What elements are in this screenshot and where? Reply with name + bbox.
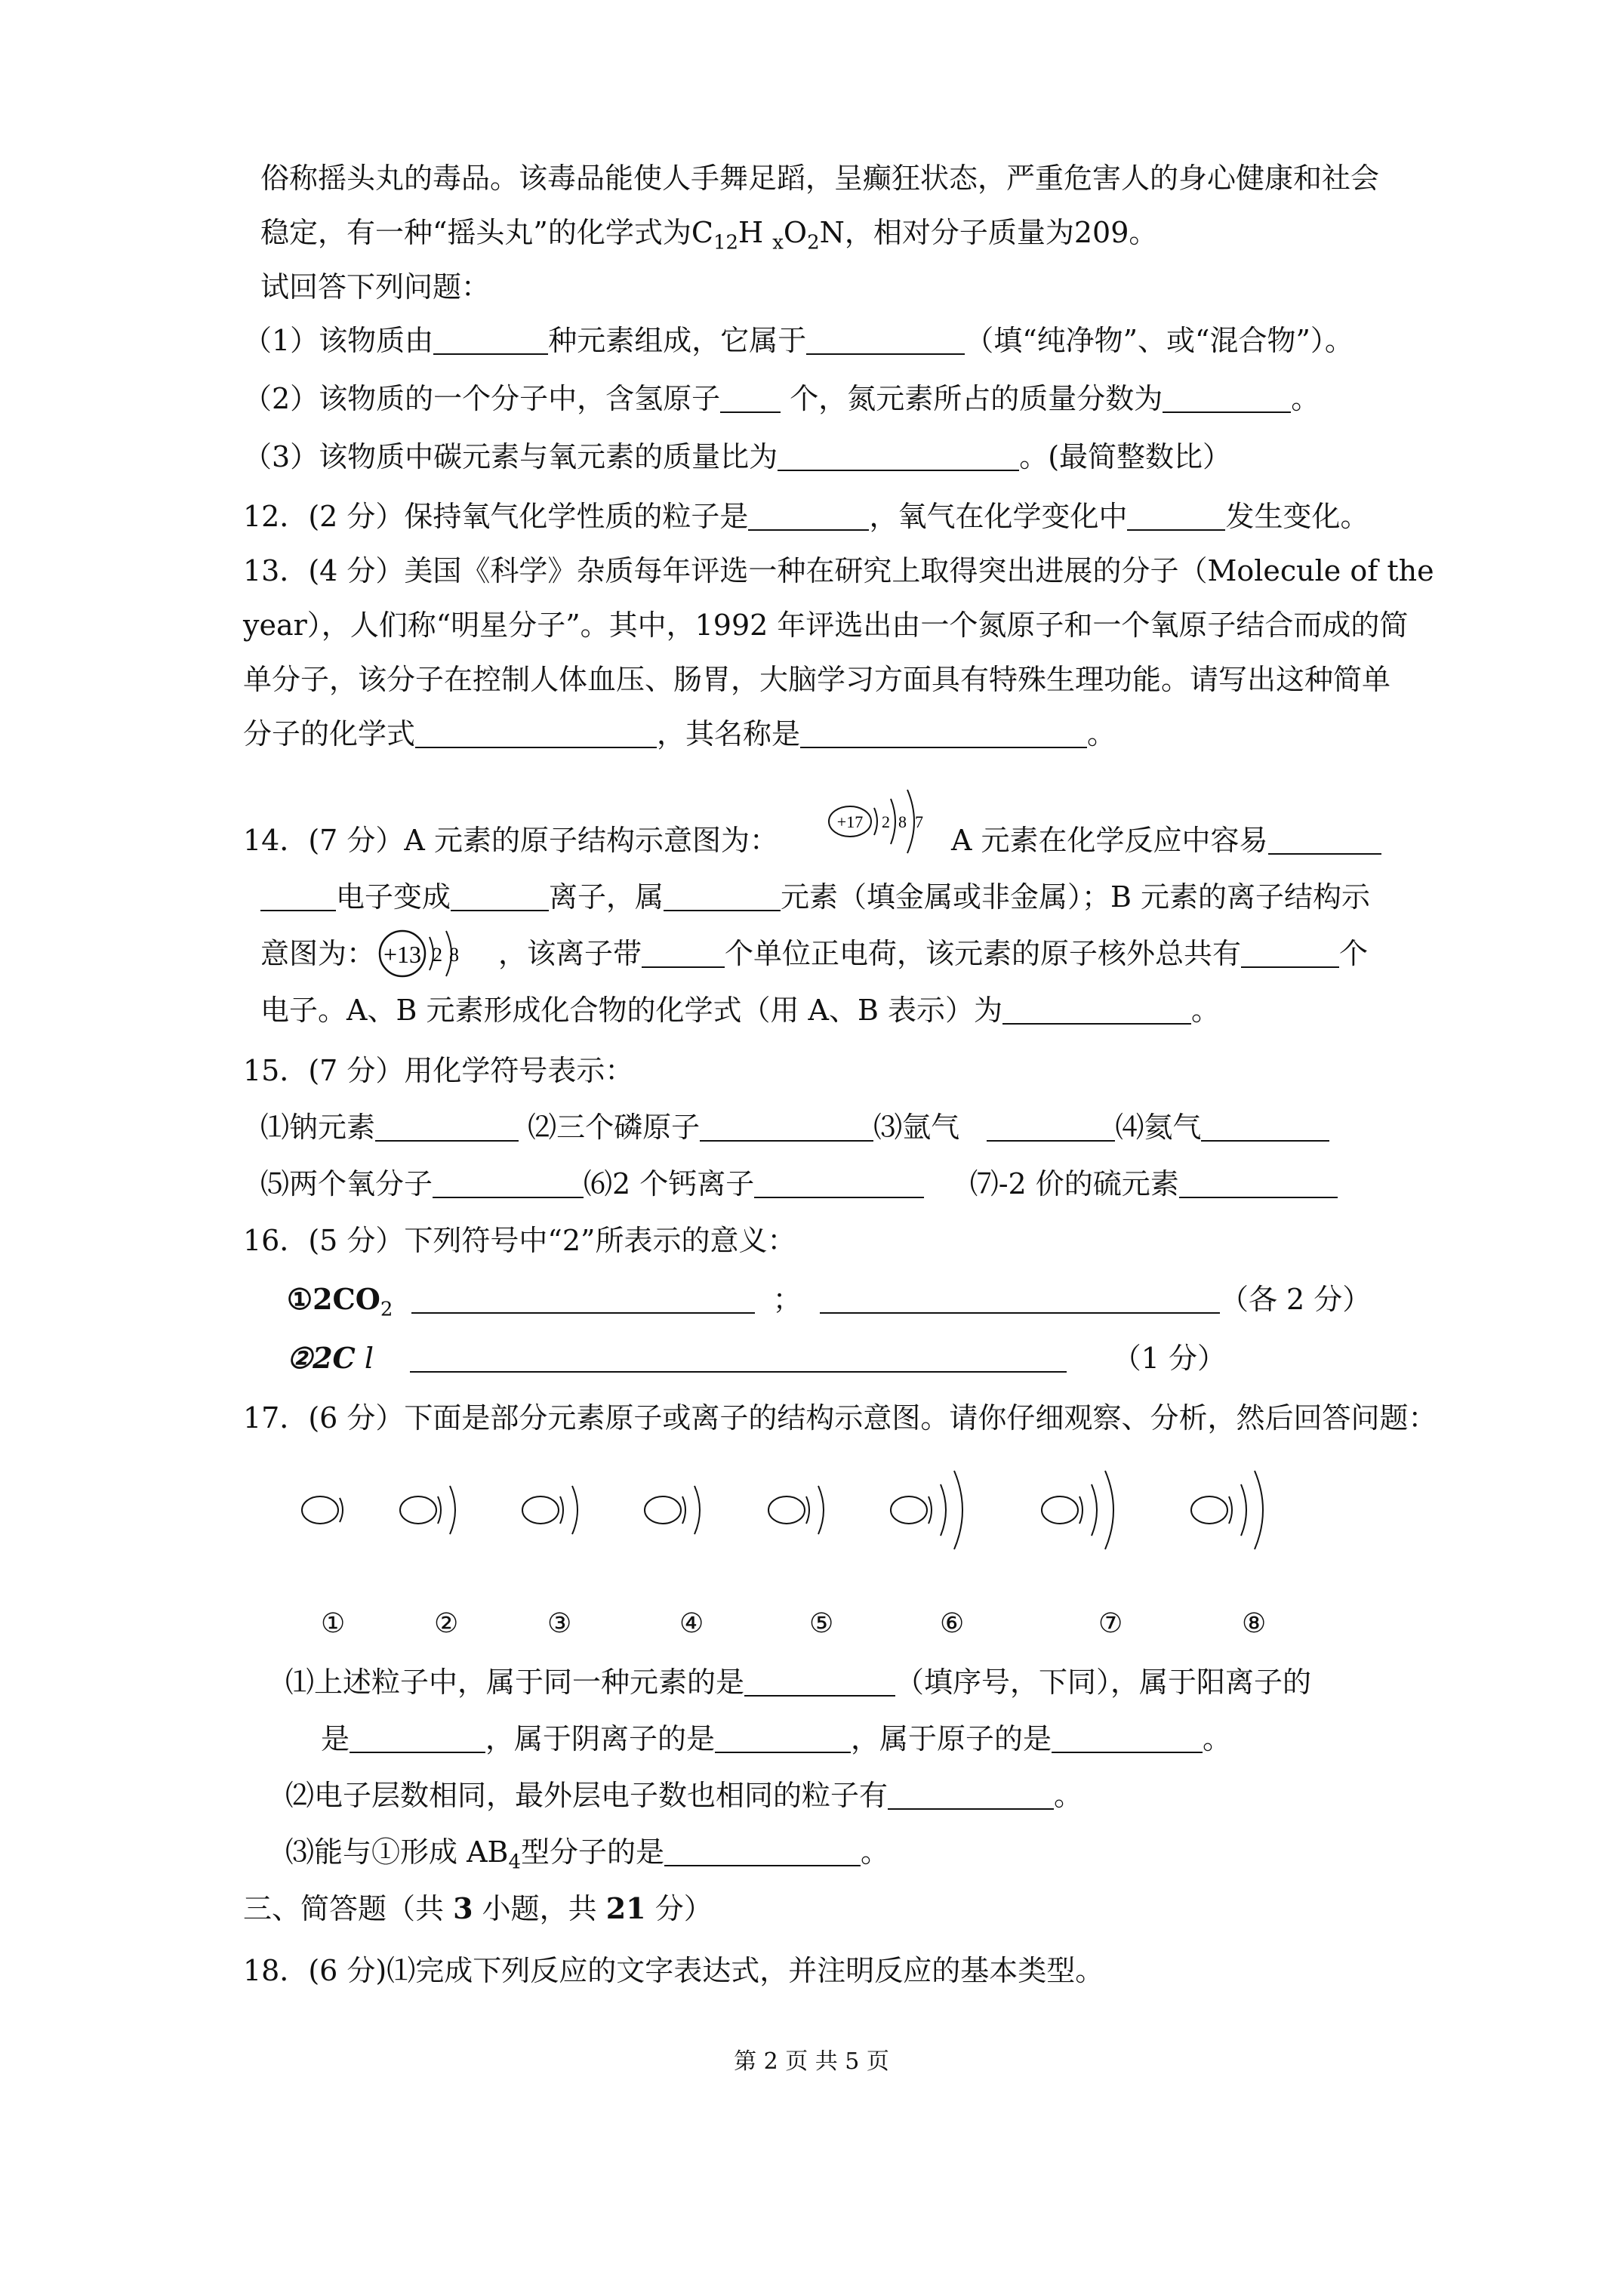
answer-blank[interactable] (744, 1665, 895, 1697)
atom-a-shell-arc (874, 808, 877, 835)
q16-title: 16．(5 分）下列符号中“2”所表示的意义： (243, 1224, 796, 1257)
section-3-text-a: 三、简答题（共 (243, 1892, 454, 1925)
answer-blank[interactable] (664, 880, 781, 911)
answer-blank[interactable] (806, 323, 965, 355)
answer-blank[interactable] (350, 1721, 485, 1753)
answer-blank[interactable] (715, 1721, 851, 1753)
answer-blank[interactable] (415, 717, 657, 748)
q17-text-1e: ，属于原子的是 (851, 1722, 1052, 1755)
question-12 (243, 495, 1369, 538)
answer-blank[interactable] (1268, 823, 1381, 855)
answer-blank[interactable] (260, 880, 336, 911)
answer-blank[interactable] (642, 936, 725, 968)
q11-part-2 (243, 378, 1320, 420)
q11-p2-text-c: 。 (1291, 382, 1320, 415)
section-3-text-b: 小题，共 (473, 1892, 606, 1925)
atom-a-nucleus: +17 (836, 812, 864, 831)
answer-blank[interactable] (820, 1282, 1220, 1314)
answer-blank[interactable] (888, 1778, 1054, 1810)
q11-p2-text-b: 个，氮元素所占的质量分数为 (781, 382, 1163, 415)
answer-blank[interactable] (375, 1110, 519, 1142)
answer-blank[interactable] (1127, 499, 1225, 531)
q16-separator: ； (772, 1283, 802, 1316)
intro-line-3: 试回答下列问题： (260, 270, 491, 304)
q17-text-2b: 。 (1054, 1779, 1083, 1812)
q11-p2-text-a: （2）该物质的一个分子中，含氢原子 (243, 382, 721, 415)
q17-text-1a: ⑴上述粒子中，属于同一种元素的是 (285, 1666, 745, 1699)
q17-text-1b: （填序号，下同），属于阳离子的 (895, 1666, 1312, 1699)
q16-row-2 (287, 1337, 1226, 1379)
particle-diagram-1 (302, 1496, 343, 1524)
q14-text-4a: 电子。A、B 元素形成化合物的化学式（用 A、B 表示）为 (260, 994, 1002, 1027)
answer-blank[interactable] (433, 1166, 584, 1198)
q15-item-7: ⑺-2 价的硫元素 (969, 1167, 1179, 1200)
q14-text-2c: 元素（填金属或非金属）；B 元素的离子结构示 (781, 880, 1371, 914)
page-footer: 第 2 页 共 5 页 (734, 2048, 889, 2075)
intro-line-2 (260, 211, 1157, 264)
q15-item-4: ⑷氦气 (1115, 1111, 1202, 1144)
q16-note-1: （各 2 分） (1219, 1283, 1372, 1316)
q17-text-1f: 。 (1203, 1722, 1232, 1755)
q17-title: 17．(6 分）下面是部分元素原子或离子的结构示意图。请你仔细观察、分析，然后回答问题： (243, 1401, 1437, 1435)
q13-line-1: 13．(4 分）美国《科学》杂质每年评选一种在研究上取得突出进展的分子（Molecule of the (243, 554, 1434, 587)
section-3-heading (243, 1888, 713, 1930)
q16-symbol-2cl: ②2C (287, 1341, 356, 1375)
diagram-label-7: ⑦ (1098, 1608, 1123, 1639)
q14-text-2a: 电子变成 (336, 880, 451, 914)
q14-text-3c: 个单位正电荷，该元素的原子核外总共有 (725, 937, 1242, 970)
ion-b-shell-count: 2 (433, 944, 442, 966)
q17-sub-1-line-2 (321, 1718, 1231, 1760)
answer-blank[interactable] (987, 1110, 1115, 1142)
answer-blank[interactable] (1201, 1110, 1329, 1142)
atom-a-structure-diagram (823, 778, 944, 876)
q11-part-3 (243, 436, 1231, 478)
q13-text-c: 。 (1087, 717, 1116, 750)
ion-b-structure-diagram (374, 917, 479, 993)
atom-a-shell-arc (907, 790, 914, 853)
answer-blank[interactable] (664, 1835, 861, 1866)
ion-b-shell-count: 8 (449, 944, 459, 966)
q12-text-c: 发生变化。 (1225, 500, 1369, 533)
answer-blank[interactable] (754, 1166, 924, 1198)
q14-line-3a: 意图为： (260, 937, 376, 970)
particle-diagram-5 (768, 1486, 824, 1534)
q14-line-1a: 14．(7 分）A 元素的原子结构示意图为： (243, 824, 778, 857)
q14-line-2 (260, 876, 1370, 918)
q16-symbol-sub: 2 (380, 1298, 393, 1321)
q15-item-1: ⑴钠元素 (260, 1111, 376, 1144)
q15-item-3: ⑶氩气 (873, 1111, 960, 1144)
q17-text-3a: ⑶能与①形成 AB (285, 1835, 509, 1869)
answer-blank[interactable] (1241, 936, 1339, 968)
q11-p3-text-b: 。(最简整数比） (1019, 440, 1232, 473)
q17-text-1d: ，属于阴离子的是 (485, 1722, 716, 1755)
q15-title: 15．(7 分）用化学符号表示： (243, 1054, 634, 1087)
q14-line-1b (951, 819, 1381, 861)
q14-line-3b (498, 932, 1368, 975)
q11-p1-text-b: 种元素组成，它属于 (548, 324, 807, 357)
ion-b-nucleus: +13 (383, 941, 422, 968)
q13-text-a: 分子的化学式 (243, 717, 416, 750)
q11-p1-text-c: （填“纯净物”、或“混合物”）。 (965, 324, 1354, 357)
q15-item-5: ⑸两个氧分子 (260, 1167, 433, 1200)
particle-diagram-3 (522, 1486, 577, 1534)
formula-o: O (783, 216, 808, 249)
q13-line-4 (243, 713, 1116, 755)
diagram-label-6: ⑥ (940, 1608, 965, 1639)
q11-part-1 (243, 319, 1354, 362)
q15-item-6: ⑹2 个钙离子 (584, 1167, 755, 1200)
q15-row-1 (260, 1106, 1329, 1148)
particle-diagram-group (302, 1471, 1263, 1549)
answer-blank[interactable] (748, 499, 869, 531)
formula-h: H (738, 216, 773, 249)
particle-diagram-4 (645, 1486, 700, 1534)
q13-line-3: 单分子，该分子在控制人体血压、肠胃，大脑学习方面具有特殊生理功能。请写出这种简单 (243, 663, 1391, 696)
q14-text-2b: 离子，属 (549, 880, 664, 914)
q17-text-3c: 。 (861, 1835, 890, 1869)
answer-blank[interactable] (720, 381, 781, 413)
q17-text-2a: ⑵电子层数相同，最外层电子数也相同的粒子有 (285, 1779, 888, 1812)
diagram-label-2: ② (434, 1608, 459, 1639)
atom-a-shell-arc (891, 799, 895, 844)
q14-text-1b: A 元素在化学反应中容易 (951, 824, 1268, 857)
q16-symbol-l: l (364, 1342, 374, 1375)
answer-blank[interactable] (1163, 381, 1291, 413)
answer-blank[interactable] (778, 439, 1019, 471)
particle-diagram-7 (1042, 1471, 1113, 1549)
diagram-label-8: ⑧ (1242, 1608, 1267, 1639)
answer-blank[interactable] (700, 1110, 873, 1142)
diagram-label-3: ③ (547, 1608, 572, 1639)
q15-item-2: ⑵三个磷原子 (528, 1111, 701, 1144)
formula-sub-2: 2 (807, 231, 820, 254)
answer-blank[interactable] (1179, 1166, 1338, 1198)
diagram-label-5: ⑤ (809, 1608, 834, 1639)
intro-line-1: 俗称摇头丸的毒品。该毒品能使人手舞足蹈，呈癫狂状态，严重危害人的身心健康和社会 (260, 162, 1380, 195)
particle-diagram-8 (1191, 1471, 1263, 1549)
q17-ab4-sub: 4 (508, 1851, 521, 1874)
q13-text-b: ，其名称是 (657, 717, 801, 750)
q12-text-a: 12．(2 分）保持氧气化学性质的粒子是 (243, 500, 749, 533)
formula-prefix: 稳定，有一种“摇头丸”的化学式为C (260, 216, 713, 249)
q17-sub-3 (285, 1831, 889, 1884)
answer-blank[interactable] (1002, 993, 1191, 1025)
atom-a-shell-count: 8 (898, 812, 907, 831)
q17-sub-2 (285, 1774, 1083, 1817)
q11-p3-text-a: （3）该物质中碳元素与氧元素的质量比为 (243, 440, 778, 473)
q12-text-b: ，氧气在化学变化中 (869, 500, 1128, 533)
section-3-text-c: 分） (645, 1892, 713, 1925)
q11-p1-text-a: （1）该物质由 (243, 324, 434, 357)
answer-blank[interactable] (433, 323, 548, 355)
q14-text-3b: ，该离子带 (498, 937, 642, 970)
diagram-label-1: ① (321, 1608, 346, 1639)
q17-text-3b: 型分子的是 (521, 1835, 665, 1869)
answer-blank[interactable] (411, 1282, 755, 1314)
q16-symbol-2co2: ①2CO (287, 1282, 380, 1316)
q16-row-1 (287, 1278, 1371, 1331)
section-3-count: 3 (453, 1891, 473, 1925)
formula-suffix: N，相对分子质量为209。 (819, 216, 1158, 249)
particle-structure-diagrams (287, 1450, 1389, 1578)
q17-sub-1-line-1 (285, 1661, 1311, 1703)
formula-sub-12: 12 (713, 231, 739, 254)
question-18: 18．(6 分)⑴完成下列反应的文字表达式，并注明反应的基本类型。 (243, 1954, 1104, 1987)
answer-blank[interactable] (800, 717, 1087, 748)
atom-a-shell-count: 7 (915, 812, 923, 831)
q13-line-2: year），人们称“明星分子”。其中，1992 年评选出由一个氮原子和一个氧原子结合而成的简 (243, 609, 1409, 642)
particle-diagram-6 (891, 1471, 962, 1549)
q17-text-1c: 是 (321, 1722, 350, 1755)
q14-line-4 (260, 989, 1220, 1031)
answer-blank[interactable] (451, 880, 549, 911)
q14-text-4b: 。 (1190, 994, 1220, 1027)
q14-text-3d: 个 (1339, 937, 1369, 970)
formula-sub-x: x (772, 231, 784, 254)
answer-blank[interactable] (1052, 1721, 1203, 1753)
section-3-score: 21 (605, 1891, 646, 1925)
q15-row-2 (260, 1163, 1338, 1205)
answer-blank[interactable] (410, 1341, 1067, 1373)
atom-a-shell-count: 2 (882, 812, 890, 831)
diagram-label-4: ④ (679, 1608, 704, 1639)
particle-diagram-2 (400, 1486, 455, 1534)
q16-note-2: （1 分） (1112, 1342, 1227, 1375)
